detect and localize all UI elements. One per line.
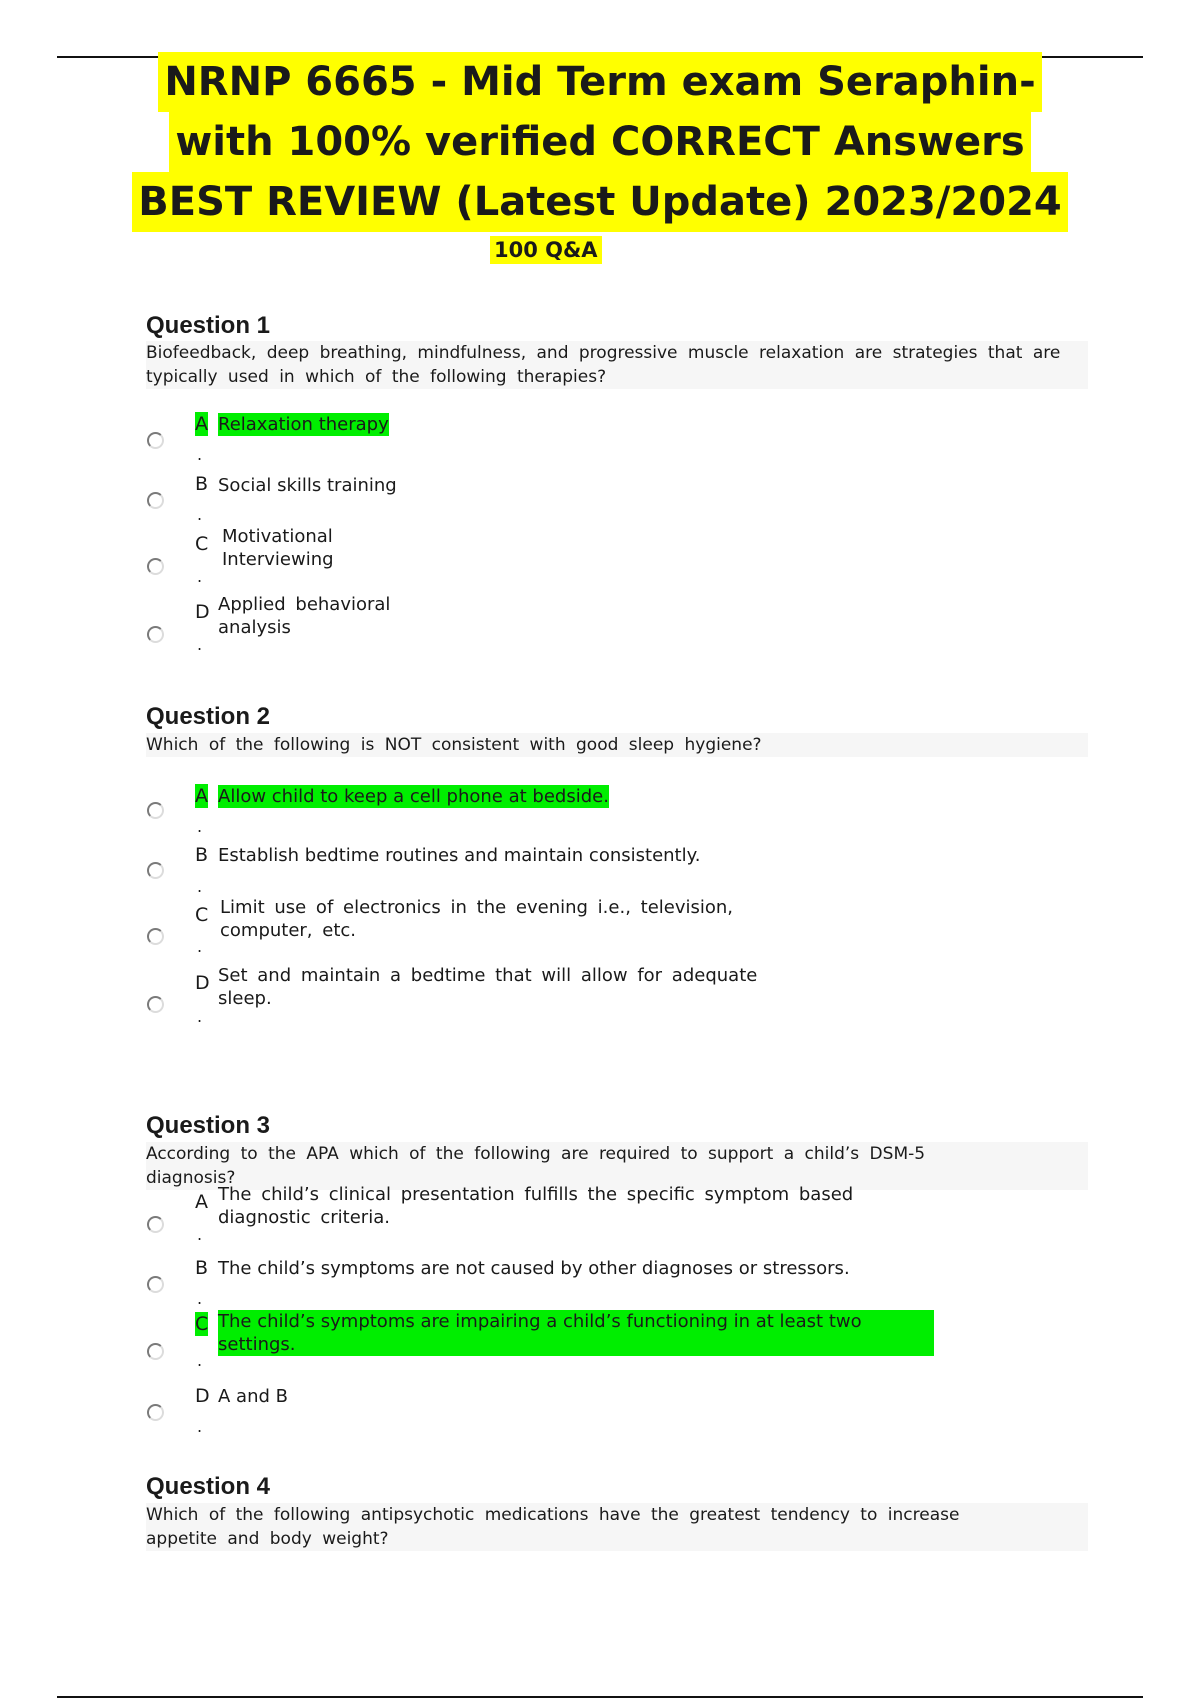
question-2-option-a-radio[interactable] [147, 802, 164, 819]
question-2-option-c-radio[interactable] [147, 928, 164, 945]
question-3-option-a-letter: A [195, 1191, 208, 1213]
question-1-option-a-text: Relaxation therapy [218, 414, 389, 435]
option-dot: . [197, 505, 203, 524]
option-dot: . [197, 1289, 203, 1308]
option-dot: . [197, 937, 203, 956]
question-3-option-d-text: A and B [218, 1386, 288, 1407]
document-subtitle: 100 Q&A [490, 236, 602, 264]
question-3-option-b-letter: B [195, 1257, 209, 1279]
question-1-option-b-radio[interactable] [147, 492, 164, 509]
question-4-text-content: Which of the following antipsychotic medications have the greatest tendency to increase appetite and body weight? [146, 1505, 960, 1549]
question-1-option-c-letter: C [195, 533, 209, 555]
question-2-option-b-text: Establish bedtime routines and maintain consistently. [218, 845, 701, 866]
question-3-heading: Question 3 [146, 1112, 271, 1139]
question-3-option-d-radio[interactable] [147, 1404, 164, 1421]
question-2-text: Which of the following is NOT consistent with good sleep hygiene? [146, 733, 1088, 757]
question-3-option-c-text: The child’s symptoms are impairing a child’s functioning in at least two settings. [218, 1310, 934, 1356]
question-4-text [146, 1503, 1088, 1551]
question-3-option-a-text: The child’s clinical presentation fulfills the specific symptom based diagnostic criteria. [218, 1184, 854, 1228]
question-3-option-b-radio[interactable] [147, 1276, 164, 1293]
option-dot: . [197, 1417, 203, 1436]
question-1-option-d-letter: D [195, 601, 210, 623]
question-3-option-b-text: The child’s symptoms are not caused by other diagnoses or stressors. [218, 1258, 850, 1279]
question-3-option-d-letter: D [195, 1385, 210, 1407]
bottom-rule [57, 1696, 1143, 1698]
question-1-text: Biofeedback, deep breathing, mindfulness, and progressive muscle relaxation are strategies that are typically used in which of the following therapies? [146, 341, 1088, 389]
option-dot: . [197, 567, 203, 586]
question-2-option-c-text: Limit use of electronics in the evening i.e., television, computer, etc. [220, 897, 734, 941]
question-2-option-d-letter: D [195, 972, 210, 994]
question-1-option-a-radio[interactable] [147, 432, 164, 449]
option-dot: . [197, 877, 203, 896]
title-line-1: NRNP 6665 - Mid Term exam Seraphin- [158, 52, 1041, 112]
option-dot: . [197, 1007, 203, 1026]
option-dot: . [197, 445, 203, 464]
question-2-option-a-letter: A [195, 785, 208, 807]
question-2-option-b-radio[interactable] [147, 862, 164, 879]
question-3-text-content: According to the APA which of the following are required to support a child’s DSM-5 diagnosis? [146, 1144, 926, 1188]
question-2-option-b-letter: B [195, 844, 209, 866]
question-2-option-c-letter: C [195, 904, 209, 926]
question-1-option-a-letter: A [195, 413, 208, 435]
title-line-2: with 100% verified CORRECT Answers [169, 112, 1030, 172]
question-1-option-b-letter: B [195, 473, 209, 495]
question-1-option-b-text: Social skills training [218, 475, 397, 496]
question-2-option-d-radio[interactable] [147, 996, 164, 1013]
question-1-option-d-text: Applied behavioral analysis [218, 594, 391, 638]
question-3-option-c-radio[interactable] [147, 1343, 164, 1360]
question-2-option-a-text: Allow child to keep a cell phone at bedside. [218, 786, 609, 807]
option-dot: . [197, 817, 203, 836]
question-1-option-c-text: Motivational Interviewing [222, 526, 334, 570]
option-dot: . [197, 1351, 203, 1370]
question-3-option-a-radio[interactable] [147, 1216, 164, 1233]
document-title [0, 52, 1200, 232]
title-line-3: BEST REVIEW (Latest Update) 2023/2024 [132, 172, 1068, 232]
question-3-option-c-letter: C [195, 1313, 209, 1335]
option-dot: . [197, 1225, 203, 1244]
question-2-heading: Question 2 [146, 703, 271, 730]
question-1-option-d-radio[interactable] [147, 626, 164, 643]
option-dot: . [197, 635, 203, 654]
question-2-option-d-text: Set and maintain a bedtime that will allow for adequate sleep. [218, 965, 758, 1009]
question-4-heading: Question 4 [146, 1473, 271, 1500]
question-1-heading: Question 1 [146, 312, 271, 339]
question-1-option-c-radio[interactable] [147, 558, 164, 575]
